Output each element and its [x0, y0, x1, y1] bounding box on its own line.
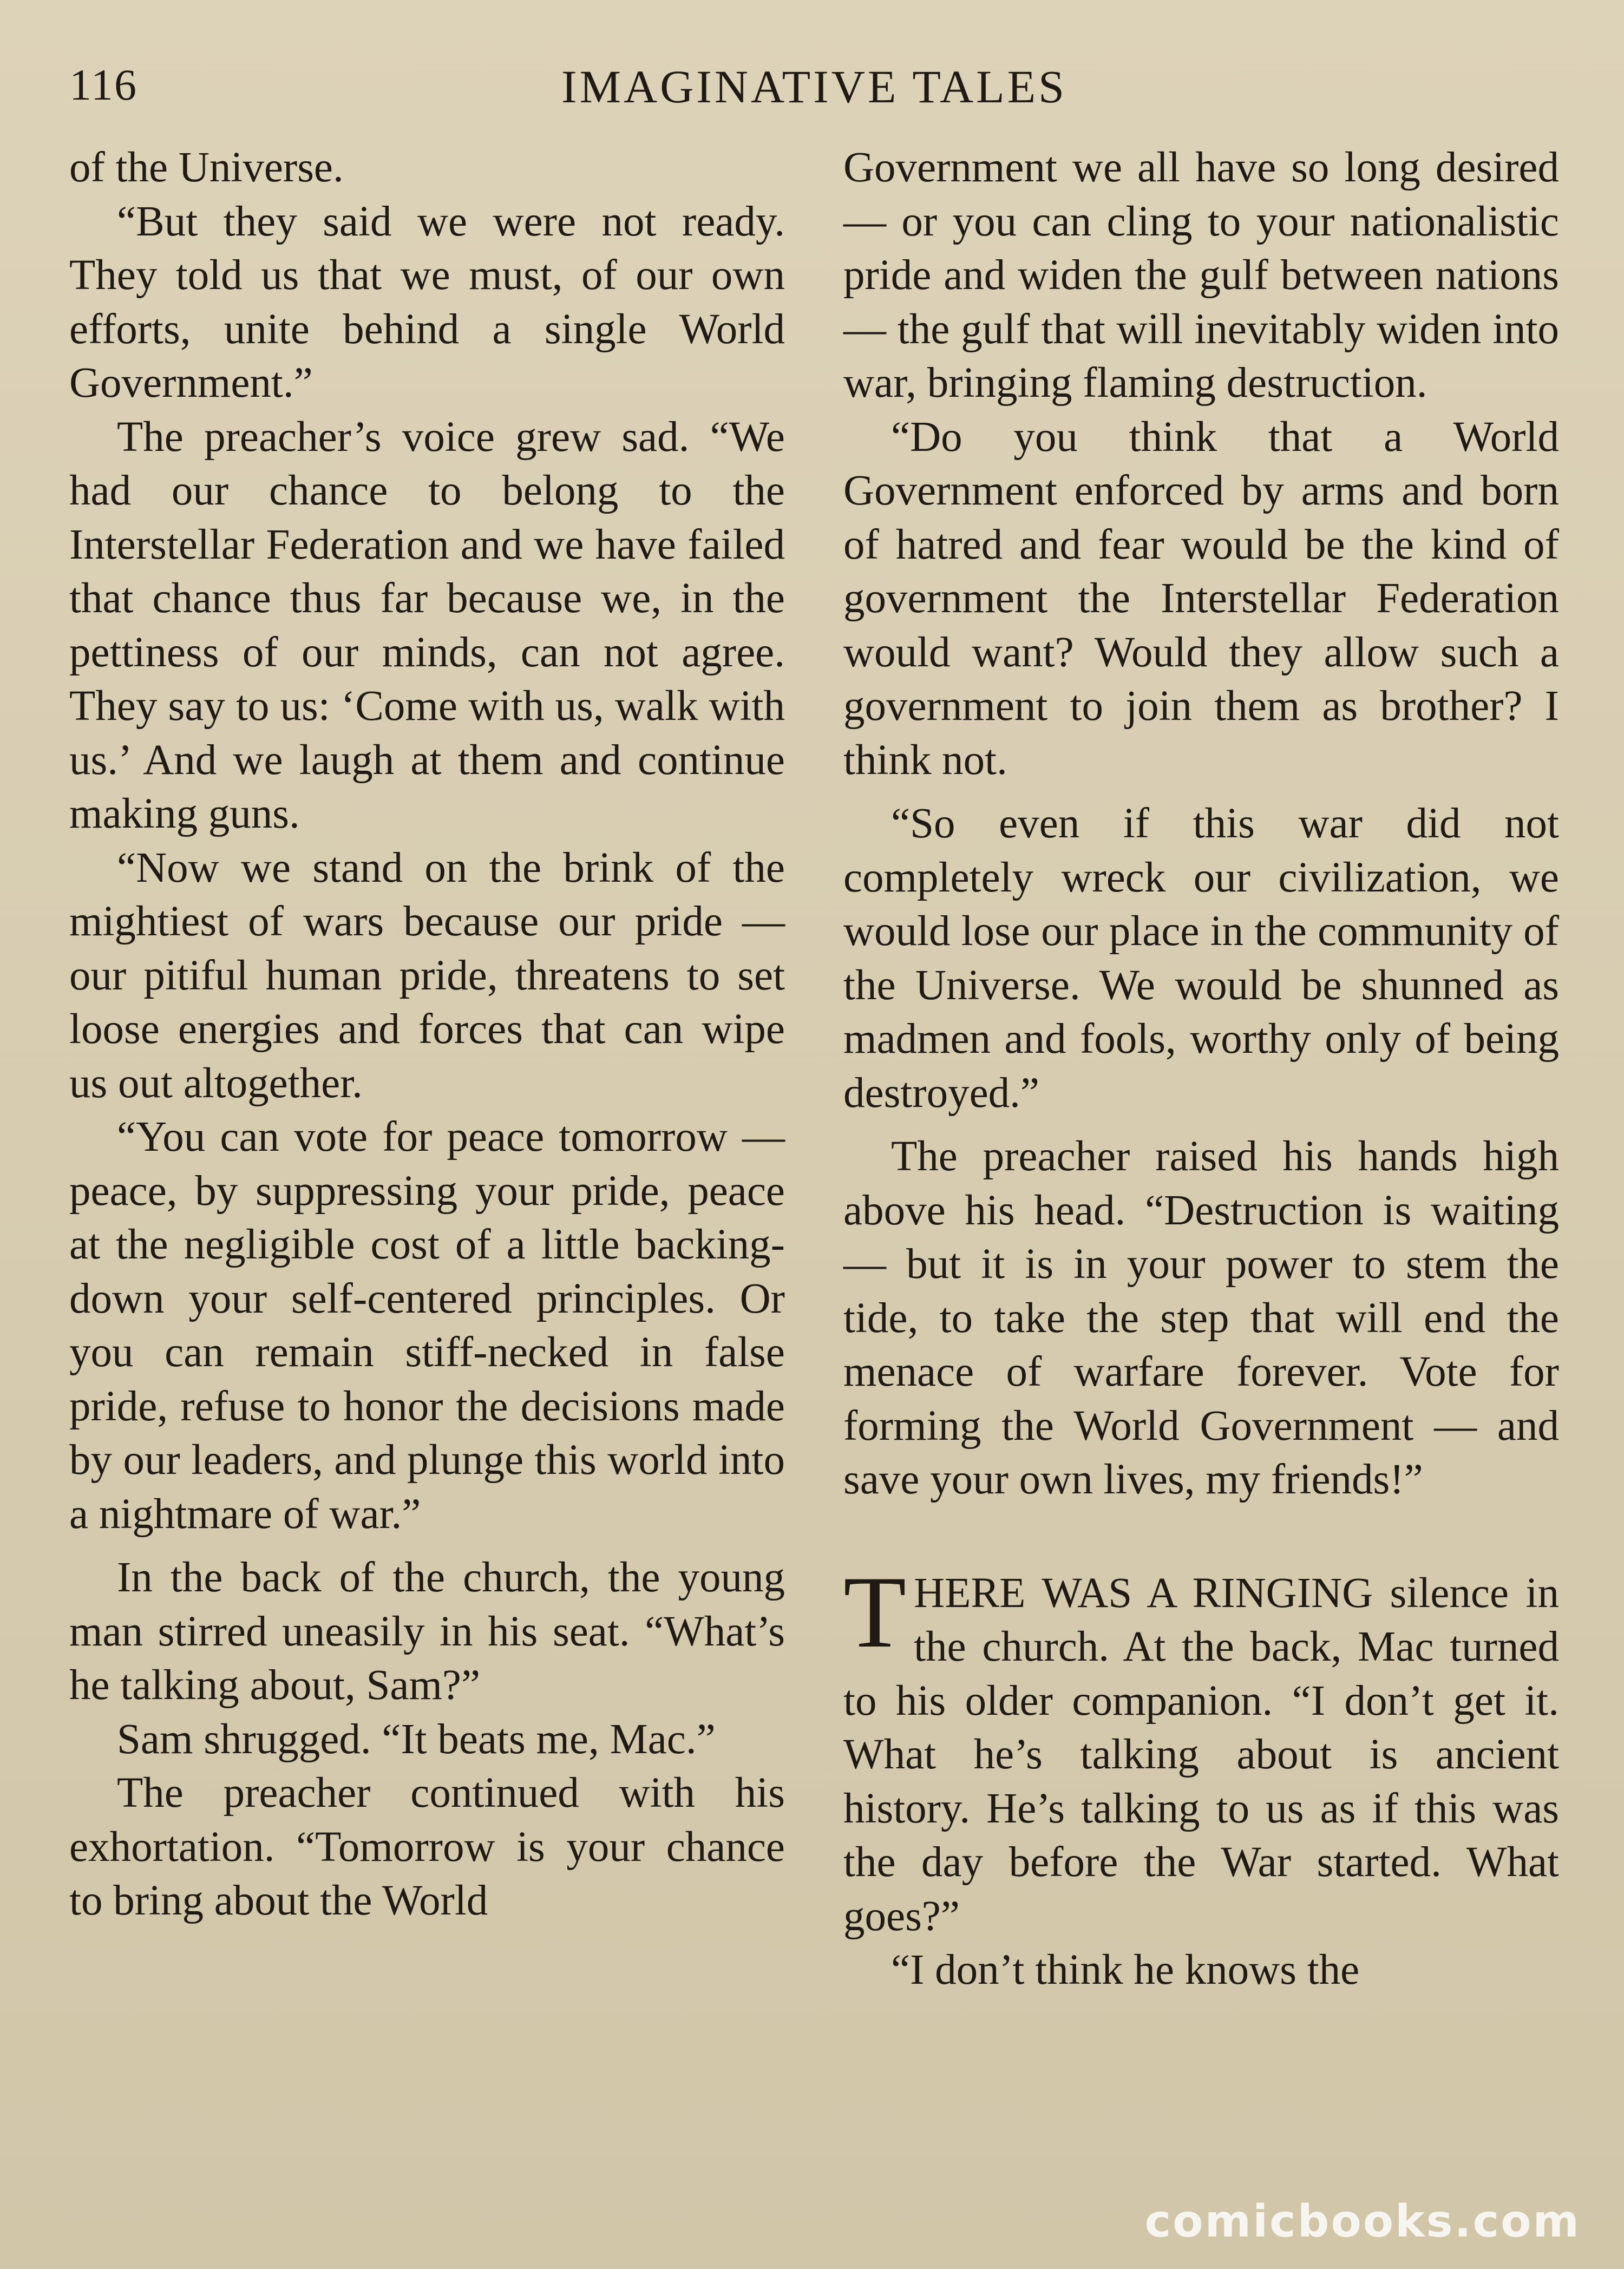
paragraph: The preacher continued with his exhortation. “Tomorrow is your chance to bring about the World [69, 1769, 785, 1924]
paragraph: “You can vote for peace tomorrow — peace, by suppressing your pride, peace at the negligible cost of a little backing-down your self-centered principles. Or you can remain stiff-necked in false pride, refuse to honor the decisions made by our leaders, and plunge this world into a nightmare of war.” [69, 1113, 785, 1538]
page-number: 116 [69, 60, 137, 109]
paragraph: The preacher’s voice grew sad. “We had our chance to belong to the Interstellar Federation and we have failed that chance thus far because we, in the pettiness of our minds, can not agree. They say to us: ‘Come with us, walk with us.’ And we laugh at them and continue making guns. [69, 413, 785, 837]
paragraph: “Do you think that a World Government enforced by arms and born of hatred and fear would be the kind of government the Interstellar Federation would want? Would they allow such a government to join them as brother? I think not. [843, 413, 1559, 784]
page-header-title: IMAGINATIVE TALES [561, 61, 1068, 113]
left-column [69, 141, 785, 1928]
running-head [69, 60, 1559, 119]
paragraph: The preacher raised his hands high above his head. “Destruction is waiting — but it is in your power to stem the tide, to take the step that will end the menace of warfare forever. Vote for forming the World Government — and save your own lives, my friends!” [843, 1133, 1559, 1503]
paragraph: “Now we stand on the brink of the mightiest of wars because our pride — our pitiful human pride, threatens to set loose energies and forces that can wipe us out altogether. [69, 844, 785, 1107]
paragraph: “So even if this war did not completely wreck our civilization, we would lose our place in the community of the Universe. We would be shunned as madmen and fools, worthy only of being destroyed.” [843, 800, 1559, 1117]
paragraph: of the Universe. [69, 144, 344, 191]
paragraph: “I don’t think he knows the [891, 1946, 1360, 1993]
paragraph: In the back of the church, the young man stirred uneasily in his seat. “What’s he talking about, Sam?” [69, 1554, 785, 1709]
section-opening-paragraph [843, 1555, 1559, 1944]
paragraph-text: HERE WAS A RINGING silence in the church. At the back, Mac turned to his older companion. “I don’t get it. What he’s talking about is ancient history. He’s talking to us as if this was the day before the War started. What goes?” [843, 1569, 1559, 1940]
paragraph: Government we all have so long desired — or you can cling to your nationalistic pride and widen the gulf between nations — the gulf that will inevitably widen into war, bringing flaming destruction. [843, 144, 1559, 406]
paragraph: Sam shrugged. “It beats me, Mac.” [117, 1715, 716, 1763]
paragraph: “But they said we were not ready. They told us that we must, of our own efforts, unite behind a single World Government.” [69, 198, 785, 406]
text-columns [69, 141, 1559, 1997]
watermark: comicbooks.com [1144, 2196, 1581, 2247]
right-column [843, 141, 1559, 1997]
drop-cap: T [843, 1555, 907, 1669]
